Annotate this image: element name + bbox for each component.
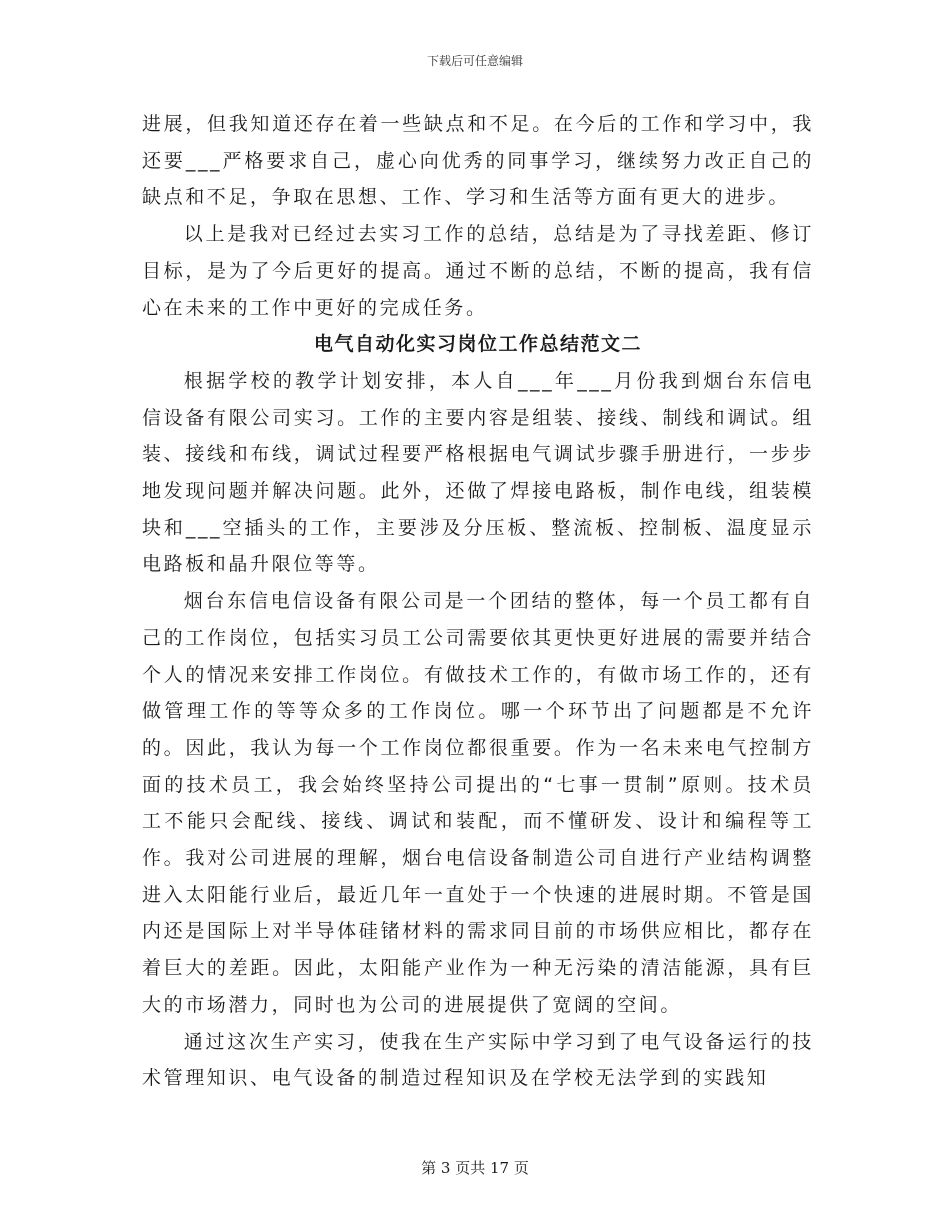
section-title: 电气自动化实习岗位工作总结范文二 xyxy=(313,333,642,356)
paragraph-internship-gains: 通过这次生产实习，使我在生产实际中学习到了电气设备运行的技术管理知识、电气设备的制造过程知识及在学校无法学到的实践知 xyxy=(142,1030,814,1090)
page-number: 第 3 页共 17 页 xyxy=(421,1159,529,1177)
header-note: 下载后可任意编辑 xyxy=(426,54,523,68)
paragraph-company-overview: 烟台东信电信设备有限公司是一个团结的整体，每一个员工都有自己的工作岗位，包括实习员工公司需要依其更快更好进展的需要并结合个人的情况来安排工作岗位。有做技术工作的，有做市场工作的，还有做管理工作的等等众多的工作岗位。哪一个环节出了问题都是不允许的。因此，我认为每一个工作岗位都很重要。作为一名未来电气控制方面的技术员工，我会始终坚持公司提出的“七事一贯制”原则。技术员工不能只会配线、接线、调试和装配，而不懂研发、设计和编程等工作。我对公司进展的理解，烟台电信设备制造公司自进行产业结构调整进入太阳能行业后，最近几年一直处于一个快速的进展时期。不管是国内还是国际上对半导体硅锗材料的需求同目前的市场供应相比，都存在着巨大的差距。因此，太阳能产业作为一种无污染的清洁能源，具有巨大的市场潜力，同时也为公司的进展提供了宽阔的空间。 xyxy=(142,590,814,1016)
paragraph-internship-arrangement: 根据学校的教学计划安排，本人自___年___月份我到烟台东信电信设备有限公司实习。工作的主要内容是组装、接线、制线和调试。组装、接线和布线，调试过程要严格根据电气调试步骤手册进行，一步步地发现问题并解决问题。此外，还做了焊接电路板，制作电线，组装模块和___空插头的工作，主要涉及分压板、整流板、控制板、温度显示电路板和晶升限位等等。 xyxy=(142,369,814,576)
paragraph-summary: 以上是我对已经过去实习工作的总结，总结是为了寻找差距、修订目标，是为了今后更好的提高。通过不断的总结，不断的提高，我有信心在未来的工作中更好的完成任务。 xyxy=(142,223,814,319)
document-body xyxy=(142,106,814,1097)
paragraph-continuation: 进展，但我知道还存在着一些缺点和不足。在今后的工作和学习中，我还要___严格要求自己，虚心向优秀的同事学习，继续努力改正自己的缺点和不足，争取在思想、工作、学习和生活等方面有更大的进步。 xyxy=(142,113,814,209)
